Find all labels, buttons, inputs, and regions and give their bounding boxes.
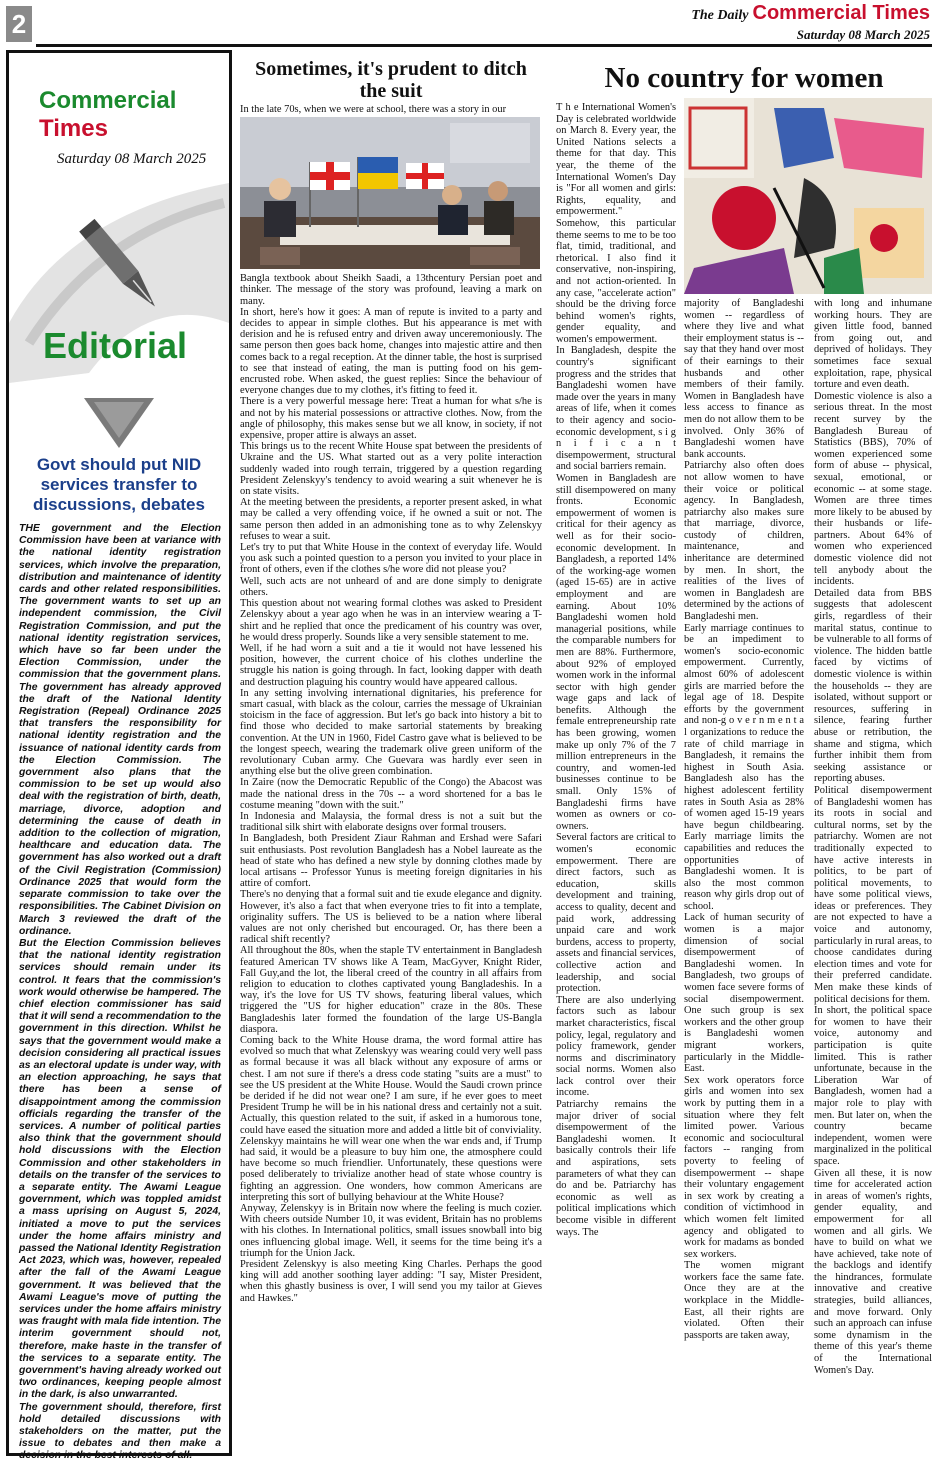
- masthead: [691, 2, 930, 43]
- feature-paragraph: There are also underlying factors such as labour market characteristics, fiscal policy, legal, regulatory and policy framework, gender norms and discriminatory social norms. Women also lack control over their income.: [556, 994, 676, 1099]
- feature-paragraph: Early marriage continues to be an impediment to women's socio-economic empowerment. Currently, almost 60% of adolescent girls are married before the legal age of 18. Despite efforts by the government and non-g o v e r n m e n t a l organizations to reduce the rate of child marriage in Bangladesh, it remains the highest in South Asia. Bangladesh also has the highest adolescent fertility rates in South Asia as 28% of women aged 15-19 years have begun childbearing. Early marriage limits the capabilities and reduces the opportunities of Bangladeshi women. It is also the most common reason why girls drop out of school.: [684, 622, 804, 912]
- column-article-paragraph: Let's try to put that White House in the context of everyday life. Would you ask such a pointed question to a person you invited to your place in front of others, even if the clothes s/he wore did not please you?: [240, 542, 542, 576]
- meeting-photo: [240, 117, 540, 269]
- page-number: 2: [6, 6, 32, 42]
- masthead-date: Saturday 08 March 2025: [796, 27, 930, 42]
- feature-paragraph: In Bangladesh, despite the country's significant progress and the strides that Bangladeshi women have made over the years in many areas of life, when it comes to their agency and socio-economic development, s i g n i f i c a n t disempowerment, structural and social barriers remain.: [556, 345, 676, 473]
- column-article-paragraph: Bangla textbook about Sheikh Saadi, a 13thcentury Persian poet and thinker. The message of the story was profound, leaving a mark on many.: [240, 273, 542, 307]
- column-article-paragraph: There is a very powerful message here: Treat a human for what s/he is and not by his material possessions or attractive clothes. Now, from the angle of philosophy, this makes sense but we all know, in society, if not expensive, proper attire is always an asset.: [240, 396, 542, 442]
- masthead-daily: The Daily: [691, 8, 749, 23]
- feature-paragraph: Patriarchy remains the major driver of social disempowerment of the Bangladeshi women. It basically controls their life and aspirations, sets parameters of what they can do and be. Patriarchy has economic as well as political implications which become visible in different ways. The: [556, 1099, 676, 1238]
- feature-article-title: No country for women: [604, 62, 884, 94]
- feature-paragraph: Lack of human security of women is a major dimension of social disempowerment of Bangladeshi women. In Bangladesh, two groups of women face severe forms of social disempowerment. One such group is sex workers and the other group is Bangladeshi women migrant workers, particularly in the Middle-East.: [684, 912, 804, 1075]
- feature-paragraph: Political disempowerment of Bangladeshi women has its roots in social and cultural norms, set by the patriarchy. Women are not traditionally expected to have active interests in politics, to be part of political movements, to have some political views, ideas or preferences. They are not expected to have a voice and autonomy, particularly in rural areas, to choose candidates during election times and vote for their preferred candidate. Men make these kinds of political decisions for them.: [814, 784, 932, 1005]
- editorial-paragraph: The government should, therefore, first hold detailed discussions with stakeholders on the matter, put the issue to debates and then make a decision in the best interests of all.: [19, 1401, 221, 1462]
- column-article-paragraph: Anyway, Zelenskyy is in Britain now where the feeling is much cozier. With cheers outside Number 10, it was evident, Britain has no problems with his clothes. In International politics, small issues snowball into big ones influencing global image. Well, it seems for the time being it's a triumph for the Union Jack.: [240, 1203, 542, 1259]
- feature-paragraph: Sex work operators force girls and women into sex work by putting them in a situation where they felt limited power. Various economic and sociocultural factors -- ranging from poverty to feeling of disempowerment -- shape their voluntary engagement in sex work by creating a condition of victimhood in which women felt limited agency and obligated to work for madams as bonded sex workers.: [684, 1074, 804, 1260]
- column-article-title: Sometimes, it's prudent to ditch the suit: [255, 58, 527, 102]
- sidebar-brand-red: Times: [39, 115, 108, 142]
- down-arrow-icon: [79, 393, 159, 453]
- sidebar-brand-green: Commercial: [39, 87, 177, 114]
- editorial-headline: Govt should put NID services transfer to discussions, debates: [33, 455, 205, 514]
- section-title: Editorial: [43, 325, 188, 366]
- column-article-intro: In the late 70s, when we were at school, there was a story in our: [240, 104, 507, 115]
- column-article-paragraph: Coming back to the White House drama, the word formal attire has evolved so much that what Zelenskyy was wearing could very well pass as formal because it was all black without any exposure of arms or chest. I am not sure if there's a dress code stating "suits are a must" to see the US president at the White House. Would the Saudi crown prince be derided if he did not wear one? I am sure, if he ever goes to meet President Trump he will be in his national dress and certainly not a suit. Actually, this question related to the suit, if asked in a humorous tone, could have eased the situation more and added a little bit of conviviality.: [240, 1035, 542, 1136]
- column-article-paragraph: Well, if he had worn a suit and a tie it would not have lessened his position, however, the current choice of his clothes underline the struggle his nation is going through. In fact, looking dapper with death and destruction plaguing his country would have appeared callous.: [240, 642, 542, 688]
- masthead-name: Commercial Times: [752, 2, 930, 24]
- column-article-paragraph: At the meeting between the presidents, a reporter present asked, in what may be called a very offending voice, if he owned a suit or not. The same person then added in an admonishing tone as to why Zelenskyy refuses to wear a suit.: [240, 497, 542, 542]
- feature-paragraph: In short, the political space for women to have their voice, autonomy and participation is quite limited. This is rather unfortunate, because in the Liberation War of Bangladesh, women had a major role to play with men. But later on, when the country became independent, women were marginalized in the political space.: [814, 1005, 932, 1167]
- feature-paragraph: Domestic violence is also a serious threat. In the most recent survey by the Bangladesh Bureau of Statistics (BBS), 70% of women experienced some form of abuse -- physical, sexual, emotional, or economic -- at some stage. Women are three times more likely to be abused by their husbands or life-partners. About 64% of women who experienced domestic violence did not tell anybody about the incidents.: [814, 390, 932, 588]
- column-article: [240, 58, 542, 1304]
- column-article-paragraph: This brings us to the recent White House spat between the presidents of Ukraine and the US. What started out as a very polite interaction suddenly waded into rough terrain, triggered by a question regarding President Zelenskyy's tendency to avoid wearing a suit whenever he is on state visits.: [240, 441, 542, 498]
- feature-paragraph: Women in Bangladesh are still disempowered on many fronts. Economic empowerment of women is critical for their agency as well as for their socio-economic development. In Bangladesh, a reported 14% of the working-age women (aged 15-65) are in active employment and are earning. About 10% Bangladeshi women hold managerial positions, while the comparable numbers for men are 88%. Furthermore, about 92% of employed women work in the informal sector with high gender wage gaps and lack of benefits. Although the female entrepreneurship rate has been growing, women make up only 7% of the 7 million entrepreneurs in the country, and women-led businesses continue to be small. Only 15% of Bangladeshi firms have women as owners or co-owners.: [556, 473, 676, 832]
- editorial-paragraph: THE government and the Election Commission have been at variance with the national identity registration services, which involve the preparation, distribution and maintenance of identity cards and other related responsibilities. The government wants to set up an independent commission, the Civil Registration Commission, and put the national identity registration services, which have so far been under the Election Commission, under the commission that the government plans. The government has already approved the draft of the National Identity Registration (Repeal) Ordinance 2025 that transfers the responsibility for national identity registration and the issuance of national identity cards from the Election Commission. The government also plans that the commission to be set up would also deal with the registration of birth, death, marriage, divorce, adoption and determining the cause of death in addition to the collection of migration, healthcare and education data. The government has also worked out a draft of the Civil Registration (Commission) Ordinance 2025 that would form the separate commission to take over the responsibilities. The Cabinet Division on March 3 reviewed the draft of the ordinance.: [19, 523, 221, 937]
- feature-paragraph: The women migrant workers face the same fate. Once they are at the workplace in the Middle-East, all their rights are violated. Often their passports are taken away,: [684, 1260, 804, 1341]
- feature-paragraph: Patriarchy also often does not allow women to have their voice or political agency. In Bangladesh, patriarchy also makes sure that marriage, divorce, custody of children, maintenance, and inheritance are determined by men. In short, the realities of the lives of women in Bangladesh are determined by the actions of Bangladeshi men.: [684, 460, 804, 623]
- column-article-paragraph: In Zaire (now the Democratic Republic of the Congo) the Abacost was made the national dress in the 70s -- a word shortened for a bas le costume meaning "down with the suit.": [240, 777, 542, 811]
- column-article-paragraph: In short, here's how it goes: A man of repute is invited to a party and decides to appear in simple clothes. But his appearance is met with derision and he is refused entry and driven away unceremoniously. The same person then goes back home, changes into majestic attire and then comes back to a regal reception. At the dinner table, the host is surprised to see that instead of eating, the man is putting food on his gem-encrusted robe. When asked, the guest replies: Since the behaviour of everyone changes due to my clothes, it's fitting to feed it.: [240, 306, 542, 397]
- editorial-paragraph: But the Election Commission believes that the national identity registration services should remain under its control. It fears that the commission's work would otherwise be hampered. The chief election commissioner has said that it will send a recommendation to the government in this direction. Whilst he says that the government would make a decision considering all practical issues as an electoral update is under way, with an election approaching, he says that there has been a sense of disappointment among the commission officials regarding the transfer of the services. A number of political parties also think that the government should hold discussions with the Election Commission and other stakeholders in details on the transfer of the services to a separate entity. The Awami League government, which was toppled amidst a mass uprising on August 5, 2024, initiated a move to put the services under the home affairs ministry and passed the National Identity Registration Act 2023, which was, however, repealed after the fall of the Awami League government. It was believed that the Awami League's move of putting the services under the home affairs ministry was fraught with mala fide intention. The interim government should not, therefore, make haste in the transfer of the services to a separate entity. The government's having already worked out two ordinances, keeping people almost in the dark, is also unwarranted.: [19, 937, 221, 1401]
- column-article-paragraph: In Indonesia and Malaysia, the formal dress is not a suit but the traditional silk shirt with elaborate designs over formal trousers.: [240, 810, 542, 834]
- feature-article-column-1: [556, 102, 676, 1454]
- feature-paragraph: Several factors are critical to women's economic empowerment. There are direct factors, such as education, skills development and training, access to quality, decent and paid work, addressing unpaid care and work burdens, access to property, assets and financial services, collective action and leadership, and social protection.: [556, 832, 676, 995]
- feature-paragraph: majority of Bangladeshi women -- regardless of where they live and what their employment status is -- say that they hand over most of their earnings to their husbands and other members of their family. Women in Bangladesh have less access to finance as men do not allow them to be involved. Only 36% of Bangladeshi women have bank accounts.: [684, 298, 804, 460]
- protest-art-photo: [684, 98, 932, 294]
- feature-paragraph: T h e International Women's Day is celebrated worldwide on March 8. Every year, the United Nations selects a theme for that day. This year, the theme of the International Women's Day is "For all women and girls: Rights, equality, and empowerment.": [556, 102, 676, 218]
- sidebar-brand: [39, 87, 229, 143]
- feature-paragraph: with long and inhumane working hours. They are given little food, banned from going out, and deprived of holidays. They sometimes face sexual exploitation, rape, physical torture and even death.: [814, 298, 932, 391]
- editorial-sidebar: [6, 50, 232, 1462]
- feature-article-column-3: [814, 298, 932, 1454]
- column-article-paragraph: President Zelenskyy is also meeting King Charles. Perhaps the good king will add another soothing layer adding: "I say, Mister President, when this ghastly business is over, I will send you my tailor at Gieves and Hawkes.": [240, 1259, 542, 1304]
- column-article-paragraph: In Bangladesh, both President Ziaur Rahman and Ershad were Safari suit enthusiasts. Post revolution Bangladesh has a Nobel laureate as the head of state who has defined a new style by donning clothes made by local artisans -- Professor Yunus is meeting foreign dignitaries in his attire of comfort.: [240, 833, 542, 890]
- column-article-paragraph: This question about not wearing formal clothes was asked to President Zelenskyy about a year ago when he was in an interview wearing a T-shirt and he replied that once the predicament of his country was over, he would dress properly. Sounds like a very sensible statement to me.: [240, 598, 542, 643]
- column-article-paragraph: Well, such acts are not unheard of and are done simply to denigrate others.: [240, 575, 542, 598]
- column-article-paragraph: In any setting involving international dignitaries, his preference for smart casual, with black as the colour, carries the message of Ukrainian stoicism in the face of aggression. But let's go back into history a bit to find those who decided to make sartorial statements by breaking convention. At the UN in 1960, Fidel Castro gave what is believed to be the longest speech, wearing the trademark olive green uniform of the revolutionary Cuban army. Che Guevara was hardly ever seen in anything else but the olive green combination.: [240, 687, 542, 778]
- column-article-paragraph: All throughout the 80s, when the staple TV entertainment in Bangladesh featured American TV shows like A Team, MacGyver, Knight Rider, Fall Guy,and the lot, the liberal creed of the country in all affairs from religion to education to clothes captivated young Bangladeshis. In a way, it's the love for US TV shows, featuring liberal values, which triggered the "US for higher education" craze in the 80s. These Bangladeshis later formed the foundation of the large US-Bangla diaspora.: [240, 945, 542, 1035]
- sidebar-date: Saturday 08 March 2025: [57, 151, 207, 167]
- editorial-body: [19, 523, 221, 1463]
- feature-paragraph: Somehow, this particular theme seems to me to be too flat, timid, traditional, and rhetorical. I also find it conservative, non-inspiring, and not action-oriented. In any case, "accelerate action" should be the driving force behind women's rights, gender equality, and women's empowerment.: [556, 217, 676, 345]
- column-article-paragraph: There's no denying that a formal suit and tie exude elegance and dignity. However, it's also a fact that when everyone tries to fit into a template, originality suffers. The US is believed to be a nation where liberal values are not only cherished but encouraged. Or, has there been a radical shift recently?: [240, 889, 542, 946]
- feature-paragraph: Given all these, it is now time for accelerated action in areas of women's rights, gender equality, and empowerment for all women and all girls. We have to build on what we have achieved, take note of the backlogs and identify the hindrances, formulate innovative and creative strategies, build alliances, and move forward. Only such an approach can infuse some dynamism in the theme of this year's theme of the International Women's Day.: [814, 1167, 932, 1376]
- top-rule: [36, 44, 932, 47]
- feature-paragraph: Detailed data from BBS suggests that adolescent girls, regardless of their marital status, continue to be vulnerable to all forms of violence. The hidden battle faced by victims of domestic violence is within the households -- they are isolated, without support or resources, suffering in silence, fearing further abuse or retribution, the shame and stigma, which further inhibit them from seeking assistance or reporting abuses.: [814, 587, 932, 785]
- column-article-paragraph: Zelenskyy maintains he will wear one when the war ends and, if Trump had said, it would be a pleasure to buy him one, the atmosphere could have become so much friendlier. Unfortunately, these questions were posed deliberately to trivialize another head of state whose country is fighting an aggression. One wonders, how common Americans are interpreting this sort of bullying behaviour at the White House?: [240, 1135, 542, 1203]
- feature-article-column-2: [684, 298, 804, 1454]
